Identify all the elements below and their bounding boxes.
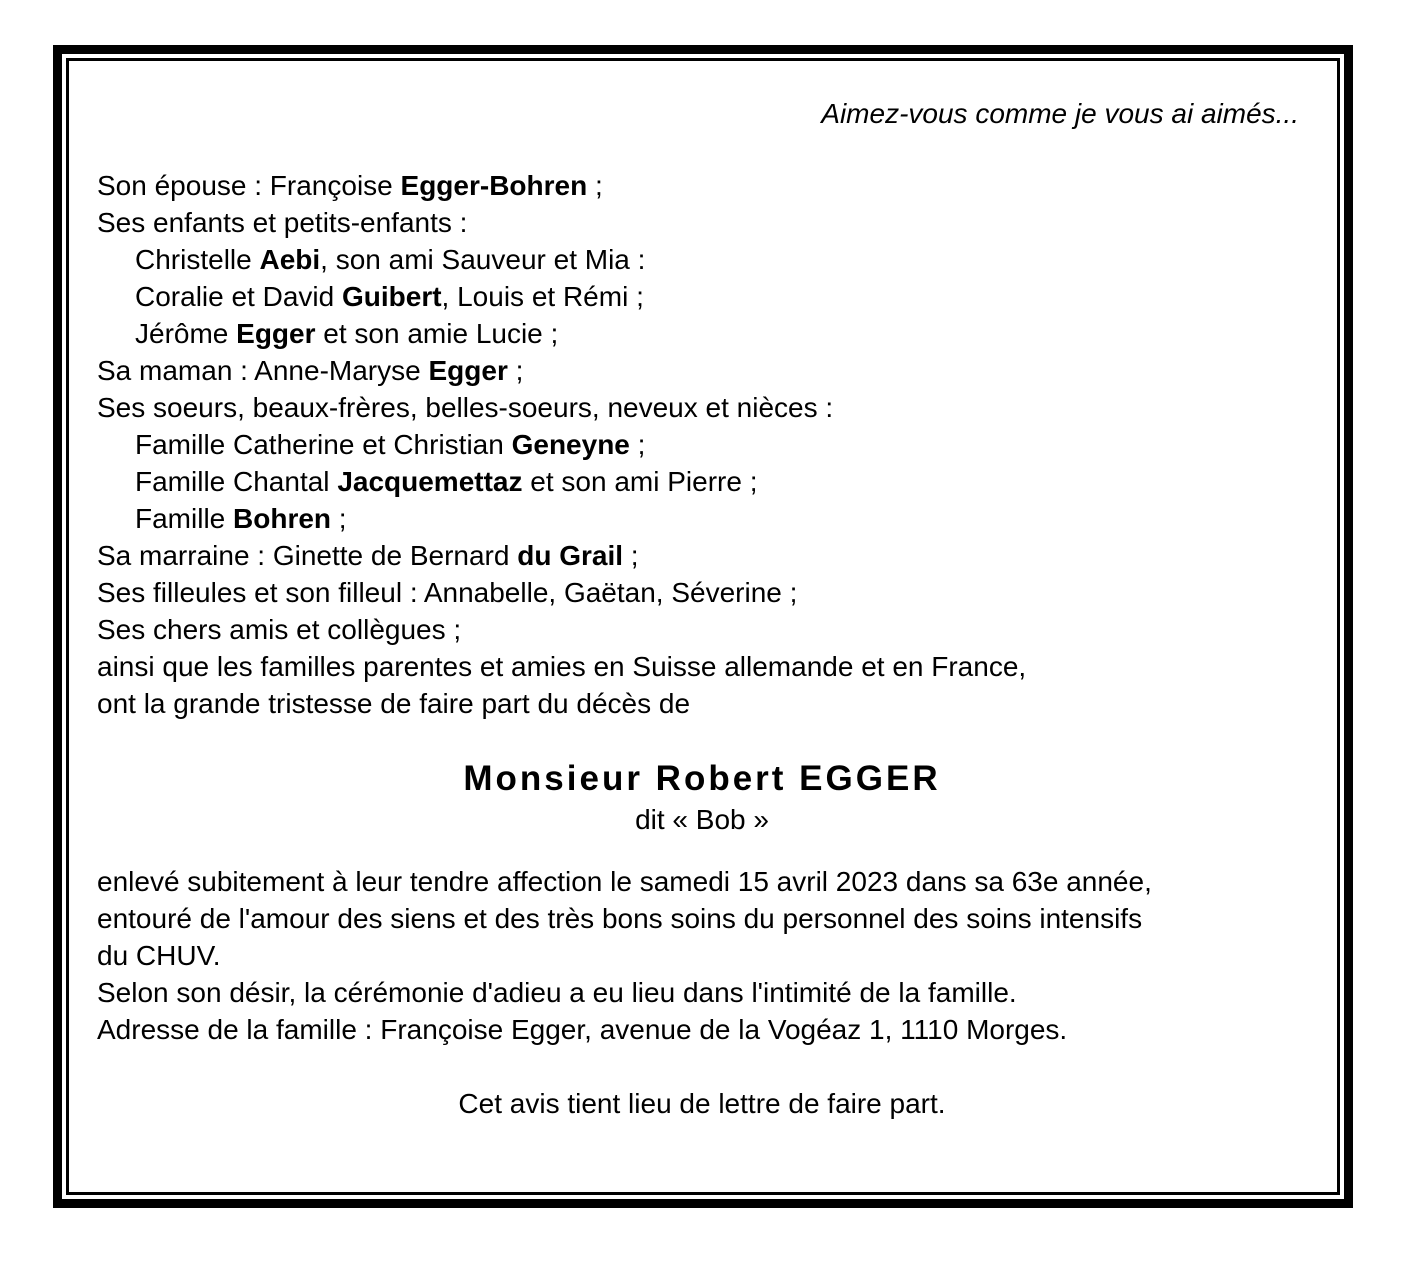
text-segment: et son ami Pierre ; — [522, 466, 758, 497]
family-name-bold: Guibert — [341, 281, 442, 312]
text-segment: et son amie Lucie ; — [315, 318, 559, 349]
family-name-bold: Egger-Bohren — [400, 170, 588, 201]
death-notice-content — [69, 61, 1337, 1122]
announcement-line — [97, 937, 1307, 974]
text-segment: Famille Chantal — [135, 466, 338, 497]
text-segment: , son ami Sauveur et Mia : — [320, 244, 646, 275]
family-list-line — [97, 463, 1307, 500]
announcement-line — [97, 1011, 1307, 1048]
family-name-bold: Aebi — [259, 244, 321, 275]
text-segment: Sa maman : Anne-Maryse — [97, 355, 429, 386]
text-segment: du CHUV. — [97, 940, 221, 971]
family-name-bold: Geneyne — [511, 429, 630, 460]
text-segment: entouré de l'amour des siens et des très bons soins du personnel des soins intensifs — [97, 903, 1143, 934]
death-notice-inner-frame — [66, 58, 1340, 1195]
closing-line: Cet avis tient lieu de lettre de faire part. — [458, 1088, 946, 1119]
family-list-line — [97, 167, 1307, 204]
deceased-nickname: dit « Bob » — [635, 804, 769, 835]
text-segment: Son épouse : Françoise — [97, 170, 401, 201]
family-name-bold: du Grail — [517, 540, 624, 571]
family-list-line — [97, 537, 1307, 574]
family-list-line — [97, 426, 1307, 463]
text-segment: ; — [623, 540, 639, 571]
text-segment: ; — [587, 170, 603, 201]
announcement-paragraph — [97, 863, 1307, 1048]
announcement-line — [97, 863, 1307, 900]
text-segment: Jérôme — [135, 318, 237, 349]
family-name-bold: Egger — [428, 355, 508, 386]
family-name-bold: Egger — [236, 318, 316, 349]
text-segment: , Louis et Rémi ; — [441, 281, 644, 312]
text-segment: enlevé subitement à leur tendre affection le samedi 15 avril 2023 dans sa 63e année, — [97, 866, 1152, 897]
family-list-line — [97, 500, 1307, 537]
text-segment: Selon son désir, la cérémonie d'adieu a eu lieu dans l'intimité de la famille. — [97, 977, 1017, 1008]
family-list-line — [97, 278, 1307, 315]
text-segment: ; — [331, 503, 347, 534]
deceased-name-title: Monsieur Robert EGGER — [463, 759, 941, 798]
family-list-line — [97, 389, 1307, 426]
text-segment: ; — [629, 429, 646, 460]
epigraph-quote: Aimez-vous comme je vous ai aimés... — [821, 98, 1299, 129]
text-segment: Famille — [135, 503, 234, 534]
text-segment: ; — [507, 355, 524, 386]
text-segment: Adresse de la famille : Françoise Egger, avenue de la Vogéaz 1, 1110 Morges. — [97, 1014, 1068, 1045]
family-list-line — [97, 648, 1307, 685]
text-segment: Coralie et David — [135, 281, 342, 312]
family-list-line — [97, 685, 1307, 722]
family-name-bold: Jacquemettaz — [337, 466, 523, 497]
text-segment: ainsi que les familles parentes et amies en Suisse allemande et en France, — [97, 651, 1027, 682]
family-list-line — [97, 315, 1307, 352]
family-name-bold: Bohren — [233, 503, 332, 534]
text-segment: ont la grande tristesse de faire part du décès de — [97, 688, 691, 719]
family-list-line — [97, 204, 1307, 241]
text-segment: Sa marraine : Ginette de Bernard — [97, 540, 518, 571]
family-list-line — [97, 352, 1307, 389]
death-notice-frame — [53, 45, 1353, 1208]
family-list-line — [97, 241, 1307, 278]
family-list-line — [97, 611, 1307, 648]
family-list-line — [97, 574, 1307, 611]
text-segment: Ses soeurs, beaux-frères, belles-soeurs, neveux et nièces : — [97, 392, 834, 423]
text-segment: Ses chers amis et collègues ; — [97, 614, 462, 645]
text-segment: Ses enfants et petits-enfants : — [97, 207, 468, 238]
announcement-line — [97, 900, 1307, 937]
text-segment: Famille Catherine et Christian — [135, 429, 512, 460]
family-list — [97, 167, 1307, 722]
text-segment: Christelle — [135, 244, 260, 275]
announcement-line — [97, 974, 1307, 1011]
text-segment: Ses filleules et son filleul : Annabelle, Gaëtan, Séverine ; — [97, 577, 798, 608]
